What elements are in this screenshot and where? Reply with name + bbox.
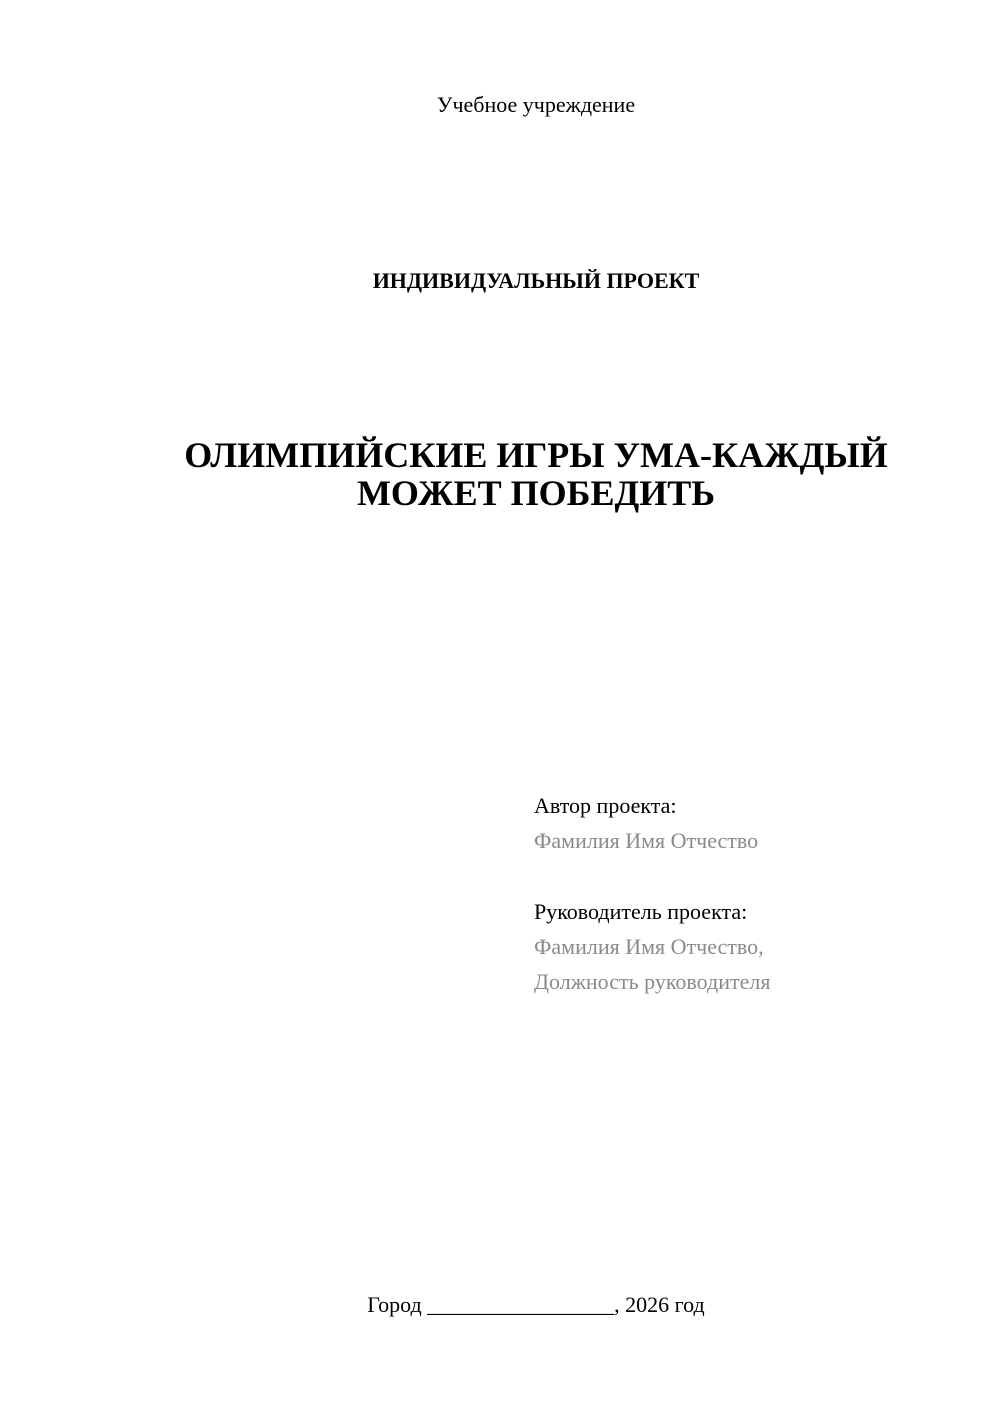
document-title bbox=[150, 436, 922, 512]
document-title-line-2: МОЖЕТ ПОБЕДИТЬ bbox=[356, 473, 716, 513]
author-name: Фамилия Имя Отчество bbox=[534, 828, 759, 853]
author-block bbox=[534, 788, 974, 999]
document-type: ИНДИВИДУАЛЬНЫЙ ПРОЕКТ bbox=[372, 268, 700, 293]
author-label: Автор проекта: bbox=[534, 793, 677, 818]
supervisor-label: Руководитель проекта: bbox=[534, 899, 748, 924]
supervisor-name: Фамилия Имя Отчество, bbox=[534, 934, 764, 959]
supervisor-position: Должность руководителя bbox=[534, 969, 771, 994]
institution-name: Учебное учреждение bbox=[436, 92, 636, 117]
document-title-line-1: ОЛИМПИЙСКИЕ ИГРЫ УМА-КАЖДЫЙ bbox=[184, 435, 888, 475]
author-block-spacer bbox=[534, 858, 974, 894]
city-year-line: Город _________________, 2026 год bbox=[367, 1292, 705, 1317]
